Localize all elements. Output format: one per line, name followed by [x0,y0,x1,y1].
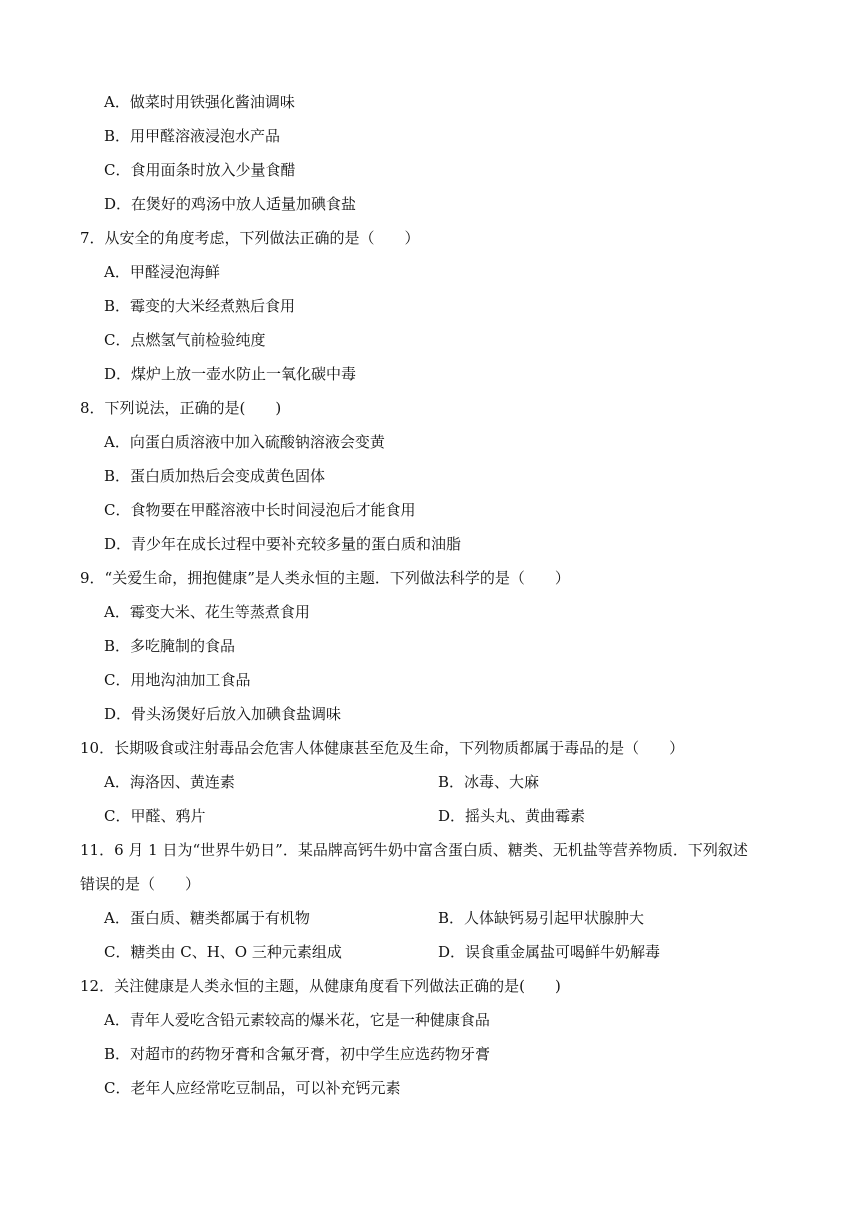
q12-option-b: B．对超市的药物牙膏和含氟牙膏，初中学生应选药物牙膏 [104,1045,491,1063]
q7-option-b: B．霉变的大米经煮熟后食用 [104,297,296,315]
q11-stem-line2: 错误的是（ ） [80,875,201,893]
q11-option-b: B．人体缺钙易引起甲状腺肿大 [438,909,645,927]
q6-option-c: C．食用面条时放入少量食醋 [104,161,296,179]
q10-option-c: C．甲醛、鸦片 [104,807,206,825]
q10-option-a: A．海洛因、黄连素 [104,773,235,791]
q8-option-a: A．向蛋白质溶液中加入硫酸钠溶液会变黄 [104,433,385,451]
q11-option-a: A．蛋白质、糖类都属于有机物 [104,909,310,927]
q6-option-b: B．用甲醛溶液浸泡水产品 [104,127,281,145]
q7-option-c: C．点燃氢气前检验纯度 [104,331,266,349]
q8-stem: 8．下列说法，正确的是( ) [80,399,282,417]
q11-option-c: C．糖类由 C、H、O 三种元素组成 [104,943,342,961]
q11-stem-line1: 11．6 月 1 日为“世界牛奶日”．某品牌高钙牛奶中富含蛋白质、糖类、无机盐等营养物质．下列叙述 [80,841,748,859]
q9-option-c: C．用地沟油加工食品 [104,671,251,689]
q9-option-a: A．霉变大米、花生等蒸煮食用 [104,603,310,621]
q6-option-a: A．做菜时用铁强化酱油调味 [104,93,295,111]
q9-stem: 9．“关爱生命，拥抱健康”是人类永恒的主题．下列做法科学的是（ ） [80,569,570,587]
q8-option-c: C．食物要在甲醛溶液中长时间浸泡后才能食用 [104,501,416,519]
q8-option-b: B．蛋白质加热后会变成黄色固体 [104,467,326,485]
q9-option-b: B．多吃腌制的食品 [104,637,236,655]
q9-option-d: D．骨头汤煲好后放入加碘食盐调味 [104,705,342,723]
q8-option-d: D．青少年在成长过程中要补充较多量的蛋白质和油脂 [104,535,462,553]
q11-option-d: D．误食重金属盐可喝鲜牛奶解毒 [438,943,661,961]
q10-stem: 10．长期吸食或注射毒品会危害人体健康甚至危及生命，下列物质都属于毒品的是（ ） [80,739,685,757]
q12-option-c: C．老年人应经常吃豆制品，可以补充钙元素 [104,1079,401,1097]
q7-option-a: A．甲醛浸泡海鲜 [104,263,220,281]
q7-stem: 7．从安全的角度考虑，下列做法正确的是（ ） [80,229,420,247]
q12-stem: 12．关注健康是人类永恒的主题，从健康角度看下列做法正确的是( ) [80,977,561,995]
q10-option-b: B．冰毒、大麻 [438,773,540,791]
q6-option-d: D．在煲好的鸡汤中放人适量加碘食盐 [104,195,357,213]
q12-option-a: A．青年人爱吃含铅元素较高的爆米花，它是一种健康食品 [104,1011,490,1029]
q7-option-d: D．煤炉上放一壶水防止一氧化碳中毒 [104,365,357,383]
q10-option-d: D．摇头丸、黄曲霉素 [438,807,586,825]
